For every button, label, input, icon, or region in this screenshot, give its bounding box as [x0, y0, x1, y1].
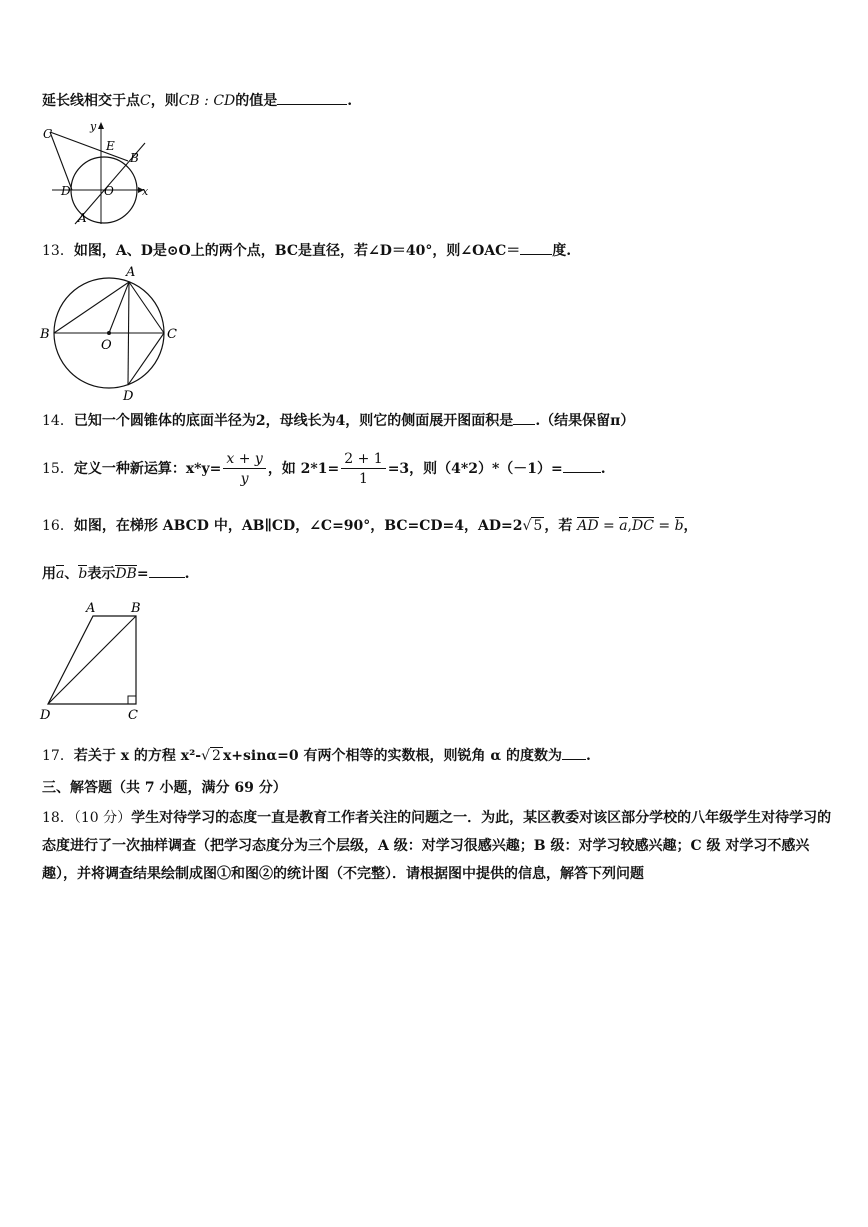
q16-line2-a: 用 [42, 566, 56, 582]
q15-text [42, 448, 606, 490]
q16-text [42, 516, 698, 536]
q13-text [42, 240, 571, 261]
q13-label-o: O [101, 338, 112, 353]
q16-comma: , [627, 518, 632, 534]
q12-label-d: D [61, 184, 71, 198]
q16-sqrt-value: 5 [533, 518, 543, 534]
q18-score: （10 分） [73, 810, 132, 826]
q14-answer-blank[interactable] [513, 410, 535, 425]
q13-number: 13． [42, 243, 74, 259]
q16-vector-dc: DC [632, 518, 654, 534]
q16-line2-vector-db: DB [115, 566, 137, 582]
q16-suffix: . [184, 566, 190, 582]
q15-number: 15． [42, 461, 74, 477]
q16-label-c: C [128, 708, 138, 723]
q15-suffix: . [600, 461, 606, 477]
q12-label-b: B [130, 151, 139, 165]
q15-frac2-num: 2 + 1 [341, 450, 385, 469]
q14-stem: 已知一个圆锥体的底面半径为2，母线长为4，则它的侧面展开图面积是 [73, 413, 514, 429]
q17-number: 17． [42, 748, 74, 764]
q12-label-o: O [104, 184, 114, 198]
q14-number: 14． [42, 413, 74, 429]
q16-answer-blank[interactable] [149, 563, 185, 578]
q13-label-c: C [167, 327, 177, 342]
q12-label-c: C [43, 127, 53, 141]
q15-answer-blank[interactable] [563, 458, 601, 473]
q15-frac1-num: x + y [223, 450, 265, 469]
q12-ratio: CB : CD [178, 93, 236, 109]
q16-line2-c: 表示 [87, 566, 116, 582]
q17-sqrt-value: 2 [212, 748, 221, 764]
q12-mid: ，则 [150, 93, 179, 109]
q13-answer-blank[interactable] [520, 240, 552, 255]
q13-label-a: A [126, 265, 136, 280]
q12-suffix: 的值是 [235, 93, 278, 109]
q16-line2-d: = [136, 566, 149, 582]
q17-part-b: x+sinα=0 有两个相等的实数根，则锐角 α 的度数为 [222, 748, 563, 764]
q12-answer-blank[interactable] [277, 90, 347, 105]
q15-fraction-1 [223, 450, 265, 489]
q15-frac1-den: y [240, 470, 249, 487]
q13-stem: 如图，A、D是⊙O上的两个点，BC是直径，若∠D＝40°，则∠OAC＝ [73, 243, 521, 259]
q14-suffix: .（结果保留π） [535, 413, 635, 429]
q16-eq-2: = [653, 518, 675, 534]
q16-vector-ad: AD [577, 518, 599, 534]
q18-text [42, 804, 832, 888]
q16-line2-b: 、 [64, 566, 79, 582]
q16-line2-vector-a: a [56, 566, 65, 582]
q16-vector-a: a [619, 518, 628, 534]
q16-eq-1: = [598, 518, 620, 534]
q12-label-y: y [90, 120, 97, 133]
q16-label-b: B [131, 601, 141, 616]
q12-prefix: 延长线相交于点 [42, 93, 140, 109]
q17-answer-blank[interactable] [562, 745, 586, 760]
q17-text [42, 745, 591, 766]
q14-text [42, 410, 634, 431]
q13-label-b: B [40, 327, 50, 342]
q16-number: 16． [42, 518, 74, 534]
q12-label-a: A [78, 211, 87, 225]
q18-stem: 学生对待学习的态度一直是教育工作者关注的问题之一．为此，某区教委对该区部分学校的八年级学生对待学习的态度进行了一次抽样调查（把学习态度分为三个层级，A 级：对学习很感兴趣；B 级：对学习较感兴趣；C 级 对学习不感兴趣），并将调查结果绘制成图①和图②的统计图（不完整）．请根据图中提供的信息，解答下列问题 [42, 810, 832, 882]
q16-part-c: ， [683, 518, 698, 534]
q12-figure [40, 118, 152, 226]
q12-end: . [347, 93, 353, 109]
q12-label-e: E [106, 139, 115, 153]
q16-vector-b: b [674, 518, 684, 534]
section-3-heading: 三、解答题（共 7 小题，满分 69 分） [42, 780, 287, 796]
q12-point: C [140, 93, 151, 109]
q15-part-b: ，如 2*1= [267, 461, 340, 477]
q17-sqrt: √ 2 [201, 748, 221, 764]
q16-label-a: A [86, 601, 96, 616]
q16-figure [38, 598, 148, 723]
q16-line2-vector-b: b [78, 566, 88, 582]
q12-text [42, 90, 352, 111]
q15-part-c: =3，则（4*2）*（－1）= [387, 461, 563, 477]
q17-part-a: 若关于 x 的方程 x²- [73, 748, 202, 764]
q16-sqrt: √ 5 [522, 518, 543, 534]
q12-label-x: x [142, 185, 149, 198]
q16-label-d: D [40, 708, 51, 723]
q15-frac2-den: 1 [359, 470, 368, 487]
q15-part-a: 定义一种新运算：x*y= [73, 461, 222, 477]
q17-suffix: . [586, 748, 591, 764]
q16-part-a: 如图，在梯形 ABCD 中，AB∥CD，∠C=90°，BC=CD=4，AD=2 [73, 518, 523, 534]
q13-suffix: 度. [552, 243, 572, 259]
q13-label-d: D [123, 389, 134, 404]
q15-fraction-2 [341, 450, 385, 489]
q16-part-b: ，若 [544, 518, 573, 534]
section-3-title [42, 778, 287, 798]
q13-figure [38, 262, 184, 404]
q18-number: 18． [42, 810, 74, 826]
q16-text-line2 [42, 563, 189, 584]
